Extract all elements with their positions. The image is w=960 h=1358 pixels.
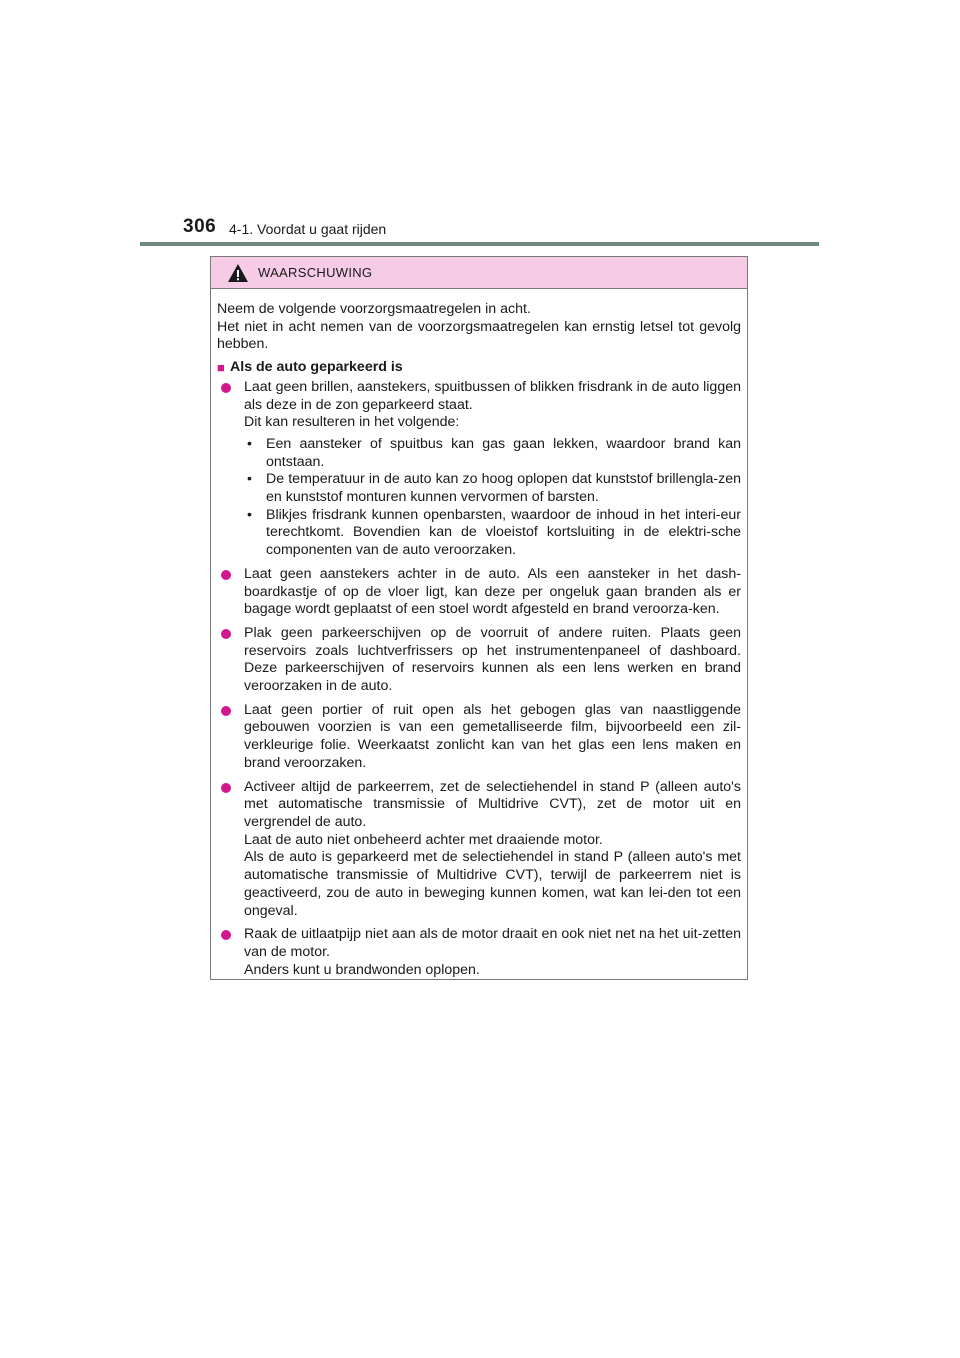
dot-bullet-icon: • bbox=[247, 471, 252, 488]
sub-list-item-text: Blikjes frisdrank kunnen openbarsten, waardoor de inhoud in het interi-eur terechtkomt. Bovendien kan de vloeistof kortsluiting in de elektri-sche componenten van de auto veroorzaken. bbox=[266, 506, 741, 559]
warning-intro-detail: Het niet in acht nemen van de voorzorgsmaatregelen kan ernstig letsel tot gevolg hebben. bbox=[217, 318, 741, 353]
sub-list-item bbox=[244, 471, 741, 506]
list-item-text: Plak geen parkeerschijven op de voorruit of andere ruiten. Plaats geen reservoirs zoals luchtverfrissers op het instrumentenpaneel of dashboard. Deze parkeerschijven of reservoirs kunnen als een lens werken en brand veroorzaken in de auto. bbox=[244, 624, 741, 695]
list-item-text: Raak de uitlaatpijp niet aan als de motor draait en ook niet net na het uit-zetten van de motor. bbox=[244, 926, 741, 960]
section-title: 4-1. Voordat u gaat rijden bbox=[229, 221, 387, 237]
sub-list-item-text: De temperatuur in de auto kan zo hoog oplopen dat kunststof brillengla-zen en kunststof monturen kunnen vervormen of barsten. bbox=[266, 471, 741, 506]
list-item bbox=[217, 779, 741, 921]
page-number: 306 bbox=[183, 216, 217, 237]
list-item-extra: Als de auto is geparkeerd met de selectiehendel in stand P (alleen auto's met automatische transmissie of Multidrive CVT), terwijl de parkeerrem niet is geactiveerd, zou de auto in beweging kunnen komen, wat kan lei-den tot een ongeval. bbox=[244, 849, 741, 919]
sub-list-item bbox=[244, 507, 741, 560]
header-rule bbox=[140, 242, 819, 246]
sub-list-item bbox=[244, 436, 741, 471]
list-item-text: Laat geen brillen, aanstekers, spuitbussen of blikken frisdrank in de auto liggen als deze in de zon geparkeerd staat. bbox=[244, 378, 741, 413]
warning-box bbox=[210, 256, 748, 980]
list-item-extra: Laat de auto niet onbeheerd achter met draaiende motor. bbox=[244, 831, 603, 848]
sub-list bbox=[244, 436, 741, 560]
list-item-text: Laat geen portier of ruit open als het gebogen glas van naastliggende gebouwen voorzien is van een gemetalliseerde film, bijvoorbeeld een zil-verkleurige folie. Weerkaatst zonlicht kan van het glas een lens maken en brand veroorzaken. bbox=[244, 701, 741, 771]
list-item bbox=[217, 379, 741, 560]
list-item bbox=[217, 625, 741, 696]
circle-bullet-icon bbox=[217, 926, 233, 979]
dot-bullet-icon: • bbox=[247, 435, 252, 452]
list-item bbox=[217, 926, 741, 979]
sub-heading-text: Als de auto geparkeerd is bbox=[230, 359, 403, 376]
list-item-text: Laat geen aanstekers achter in de auto. Als een aansteker in het dash-boardkastje of op de vloer ligt, kan deze per ongeluk gaan branden als er bagage wordt geplaatst of een stoel wordt afgesteld en brand veroorza-ken. bbox=[244, 565, 741, 618]
circle-bullet-icon bbox=[217, 779, 233, 921]
sub-list-item-text: Een aansteker of spuitbus kan gas gaan lekken, waardoor brand kan ontstaan. bbox=[266, 435, 741, 470]
warning-body bbox=[211, 289, 747, 979]
list-item bbox=[217, 702, 741, 773]
warning-title: WAARSCHUWING bbox=[258, 265, 373, 280]
list-item bbox=[217, 566, 741, 619]
circle-bullet-icon bbox=[217, 702, 233, 773]
warning-triangle-icon bbox=[227, 263, 249, 283]
list-item-text: Activeer altijd de parkeerrem, zet de selectiehendel in stand P (alleen auto's met automatische transmissie of Multidrive CVT), zet de motor uit en vergrendel de auto. bbox=[244, 778, 741, 830]
circle-bullet-icon bbox=[217, 566, 233, 619]
warning-header bbox=[211, 257, 747, 289]
list-item-extra: Dit kan resulteren in het volgende: bbox=[244, 414, 460, 431]
circle-bullet-icon bbox=[217, 379, 233, 560]
sub-heading bbox=[217, 359, 741, 377]
square-bullet-icon: ■ bbox=[217, 360, 225, 376]
warning-intro: Neem de volgende voorzorgsmaatregelen in acht. bbox=[217, 301, 531, 317]
list-item-extra: Anders kunt u brandwonden oplopen. bbox=[244, 961, 480, 978]
dot-bullet-icon: • bbox=[247, 506, 252, 523]
circle-bullet-icon bbox=[217, 625, 233, 696]
